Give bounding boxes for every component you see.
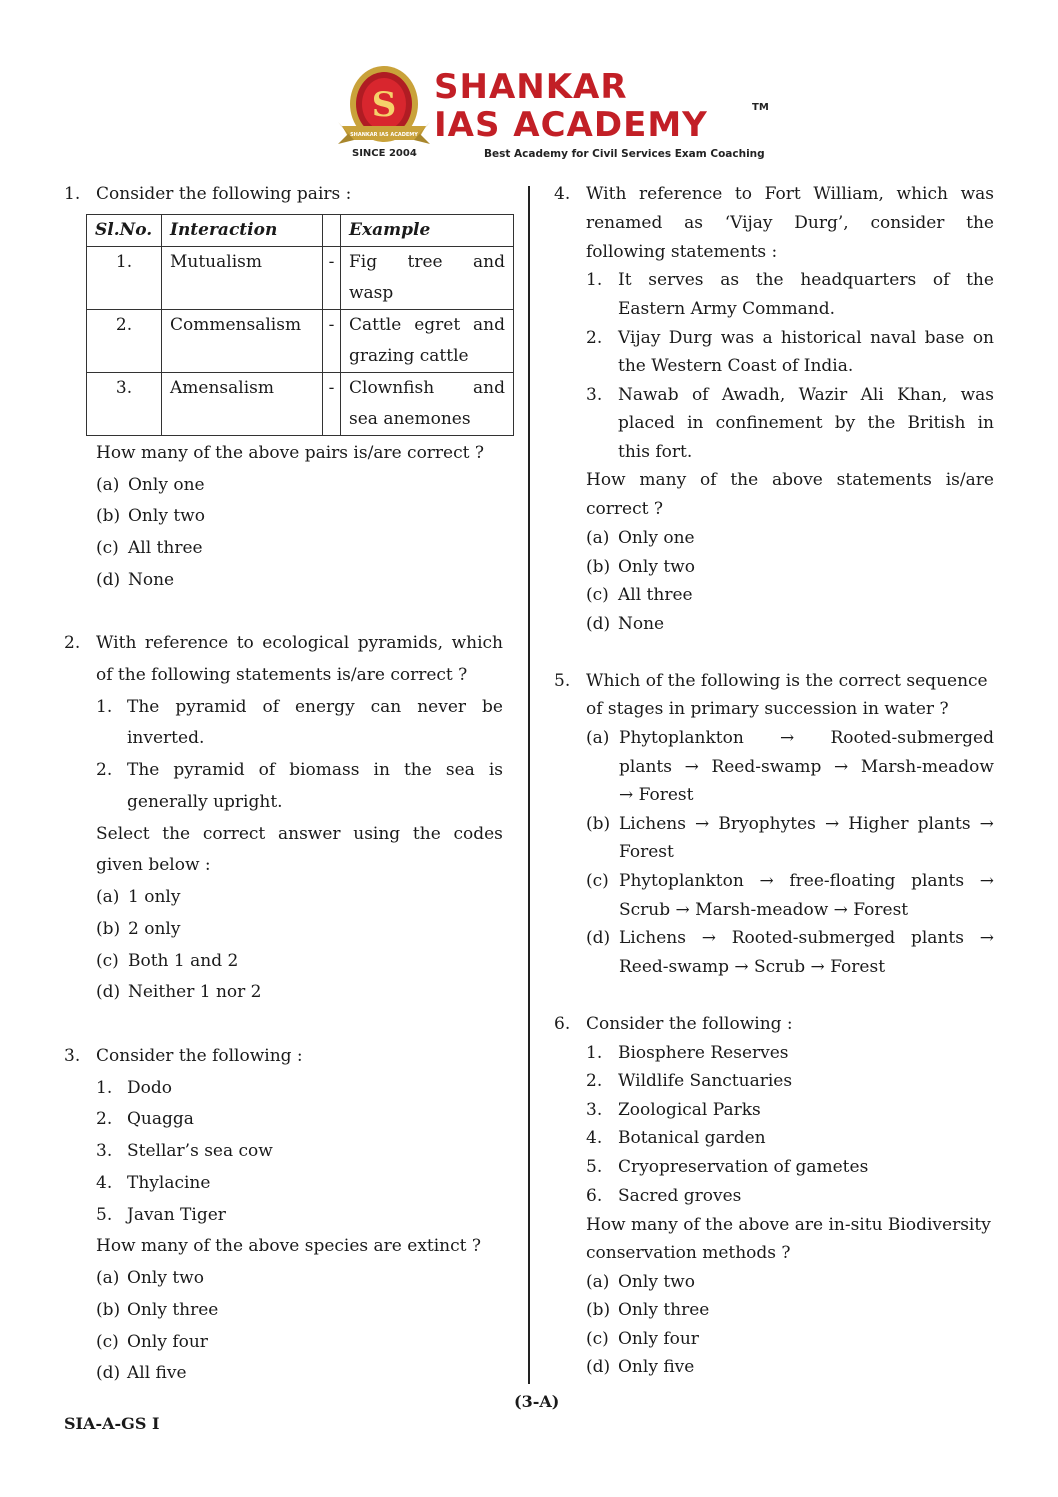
emblem-letter: S — [371, 85, 397, 125]
statement-number: 2. — [586, 328, 603, 348]
option-label: (b) — [96, 506, 121, 526]
question-number: 3. — [64, 1046, 81, 1066]
option-text-cont: Forest — [619, 842, 674, 862]
table-cell: Clownfish and sea anemones — [341, 373, 514, 436]
option-label: (a) — [586, 1272, 610, 1292]
statement-text-cont: generally upright. — [127, 792, 283, 812]
question-stem-cont: renamed as ‘Vijay Durg’, consider the — [586, 213, 994, 233]
option-text: All five — [127, 1363, 187, 1383]
table-cell: - — [323, 373, 341, 436]
list-item: Quagga — [127, 1109, 194, 1129]
list-item: Thylacine — [127, 1173, 211, 1193]
question-stem-cont: following statements : — [586, 242, 778, 262]
table-cell: 2. — [87, 310, 162, 373]
option-text: Only four — [127, 1332, 208, 1352]
option-text: Phytoplankton → Rooted-submerged — [619, 728, 994, 748]
option-text: Only four — [618, 1329, 699, 1349]
option-label: (a) — [586, 728, 610, 748]
question-prompt-cont: conservation methods ? — [586, 1243, 791, 1263]
option-label: (b) — [586, 557, 611, 577]
option-label: (c) — [586, 1329, 609, 1349]
statement-number: 2. — [96, 760, 113, 780]
option-text: Phytoplankton → free-floating plants → — [619, 871, 994, 891]
option-label: (d) — [96, 570, 121, 590]
table-row — [87, 373, 514, 436]
table-header: Sl.No. — [87, 215, 162, 247]
list-item-number: 1. — [96, 1078, 113, 1098]
statement-number: 3. — [586, 385, 603, 405]
list-item: Javan Tiger — [127, 1205, 226, 1225]
option-text: Only two — [127, 1268, 204, 1288]
list-item-number: 4. — [586, 1128, 603, 1148]
statement-text-cont: inverted. — [127, 728, 205, 748]
brand-name-line1: SHANKAR — [434, 67, 628, 107]
question-prompt-cont: correct ? — [586, 499, 663, 519]
option-label: (c) — [96, 1332, 119, 1352]
question-stem: Consider the following : — [96, 1046, 303, 1066]
option-text: Only three — [618, 1300, 710, 1320]
option-label: (d) — [586, 928, 611, 948]
question-number: 6. — [554, 1014, 571, 1034]
statement-text: It serves as the headquarters of the — [618, 270, 994, 290]
option-label: (b) — [586, 1300, 611, 1320]
page-number: (3-A) — [514, 1392, 560, 1411]
table-header-row — [87, 215, 514, 247]
table-row — [87, 310, 514, 373]
option-label: (c) — [586, 871, 609, 891]
statement-text: The pyramid of biomass in the sea is — [127, 760, 503, 780]
option-label: (b) — [96, 1300, 121, 1320]
option-label: (d) — [586, 1357, 611, 1377]
option-text: Only one — [618, 528, 695, 548]
table-cell: Fig tree and wasp — [341, 247, 514, 310]
list-item-number: 6. — [586, 1186, 603, 1206]
select-instruction: Select the correct answer using the codes — [96, 824, 503, 844]
option-text: Lichens → Rooted-submerged plants → — [619, 928, 994, 948]
table-cell: 3. — [87, 373, 162, 436]
table-cell: Mutualism — [162, 247, 323, 310]
option-text: All three — [128, 538, 203, 558]
tagline: Best Academy for Civil Services Exam Coaching — [484, 148, 765, 160]
list-item-number: 2. — [586, 1071, 603, 1091]
option-label: (d) — [96, 1363, 121, 1383]
statement-text-cont: this fort. — [618, 442, 693, 462]
option-text: None — [128, 570, 175, 590]
question-stem-cont: of the following statements is/are correct ? — [96, 665, 468, 685]
option-label: (a) — [96, 887, 120, 907]
question-stem: Which of the following is the correct sequence — [586, 671, 988, 691]
option-label: (d) — [586, 614, 611, 634]
table-cell: Amensalism — [162, 373, 323, 436]
since-label: SINCE 2004 — [352, 148, 417, 159]
list-item: Botanical garden — [618, 1128, 766, 1148]
table-header — [323, 215, 341, 247]
list-item: Biosphere Reserves — [618, 1043, 789, 1063]
statement-number: 1. — [96, 697, 113, 717]
statement-text-cont: the Western Coast of India. — [618, 356, 854, 376]
question-number: 1. — [64, 184, 81, 204]
statement-text-cont: Eastern Army Command. — [618, 299, 836, 319]
select-instruction-cont: given below : — [96, 855, 211, 875]
table-cell: - — [323, 247, 341, 310]
statement-text: Nawab of Awadh, Wazir Ali Khan, was — [618, 385, 994, 405]
option-text: All three — [618, 585, 693, 605]
statement-text: The pyramid of energy can never be — [127, 697, 503, 717]
option-text-cont: Reed-swamp → Scrub → Forest — [619, 957, 886, 977]
option-text: Only two — [618, 557, 695, 577]
list-item-number: 4. — [96, 1173, 113, 1193]
option-text: 2 only — [128, 919, 181, 939]
question-number: 5. — [554, 671, 571, 691]
question-stem: Consider the following pairs : — [96, 184, 352, 204]
question-stem: With reference to ecological pyramids, which — [96, 633, 503, 653]
option-label: (c) — [96, 951, 119, 971]
question-number: 4. — [554, 184, 571, 204]
list-item-number: 2. — [96, 1109, 113, 1129]
paper-code: SIA-A-GS I — [64, 1414, 160, 1433]
option-text: Only three — [127, 1300, 219, 1320]
column-divider — [528, 186, 530, 1384]
table-cell: 1. — [87, 247, 162, 310]
option-text: Only five — [618, 1357, 695, 1377]
option-text: Only two — [128, 506, 205, 526]
question-stem-cont: of stages in primary succession in water ? — [586, 699, 949, 719]
list-item: Sacred groves — [618, 1186, 742, 1206]
statement-text: Vijay Durg was a historical naval base on — [618, 328, 994, 348]
question-number: 2. — [64, 633, 81, 653]
list-item: Dodo — [127, 1078, 172, 1098]
list-item-number: 5. — [96, 1205, 113, 1225]
option-label: (a) — [96, 1268, 120, 1288]
list-item-number: 1. — [586, 1043, 603, 1063]
option-label: (d) — [96, 982, 121, 1002]
table-cell: - — [323, 310, 341, 373]
table-header: Interaction — [162, 215, 323, 247]
list-item: Cryopreservation of gametes — [618, 1157, 869, 1177]
option-label: (a) — [96, 475, 120, 495]
option-text-cont: plants → Reed-swamp → Marsh-meadow — [619, 757, 994, 777]
option-label: (b) — [586, 814, 611, 834]
question-prompt: How many of the above pairs is/are correct ? — [96, 443, 484, 463]
option-label: (c) — [96, 538, 119, 558]
question-prompt: How many of the above are in-situ Biodiversity — [586, 1215, 991, 1235]
list-item: Wildlife Sanctuaries — [618, 1071, 793, 1091]
option-text: Both 1 and 2 — [128, 951, 239, 971]
table-cell: Cattle egret and grazing cattle — [341, 310, 514, 373]
table-row — [87, 247, 514, 310]
list-item-number: 3. — [586, 1100, 603, 1120]
table-header: Example — [341, 215, 514, 247]
table-cell: Commensalism — [162, 310, 323, 373]
option-text: 1 only — [128, 887, 181, 907]
question-prompt: How many of the above statements is/are — [586, 470, 994, 490]
question-stem: With reference to Fort William, which was — [586, 184, 994, 204]
option-text: None — [618, 614, 665, 634]
brand-name-line2: IAS ACADEMY — [434, 105, 708, 145]
emblem-ribbon-text: SHANKAR IAS ACADEMY — [350, 132, 418, 138]
option-text-cont: Scrub → Marsh-meadow → Forest — [619, 900, 909, 920]
option-text-cont: → Forest — [619, 785, 694, 805]
option-text: Only two — [618, 1272, 695, 1292]
list-item-number: 3. — [96, 1141, 113, 1161]
statement-text-cont: placed in confinement by the British in — [618, 413, 994, 433]
option-text: Only one — [128, 475, 205, 495]
question-stem: Consider the following : — [586, 1014, 793, 1034]
option-label: (a) — [586, 528, 610, 548]
option-label: (c) — [586, 585, 609, 605]
question-prompt: How many of the above species are extinct ? — [96, 1236, 481, 1256]
list-item-number: 5. — [586, 1157, 603, 1177]
list-item: Stellar’s sea cow — [127, 1141, 273, 1161]
list-item: Zoological Parks — [618, 1100, 761, 1120]
trademark-mark: TM — [752, 102, 769, 113]
option-text: Lichens → Bryophytes → Higher plants → — [619, 814, 994, 834]
academy-logo — [338, 64, 778, 168]
statement-number: 1. — [586, 270, 603, 290]
pairs-table — [86, 214, 514, 436]
option-text: Neither 1 nor 2 — [128, 982, 262, 1002]
option-label: (b) — [96, 919, 121, 939]
